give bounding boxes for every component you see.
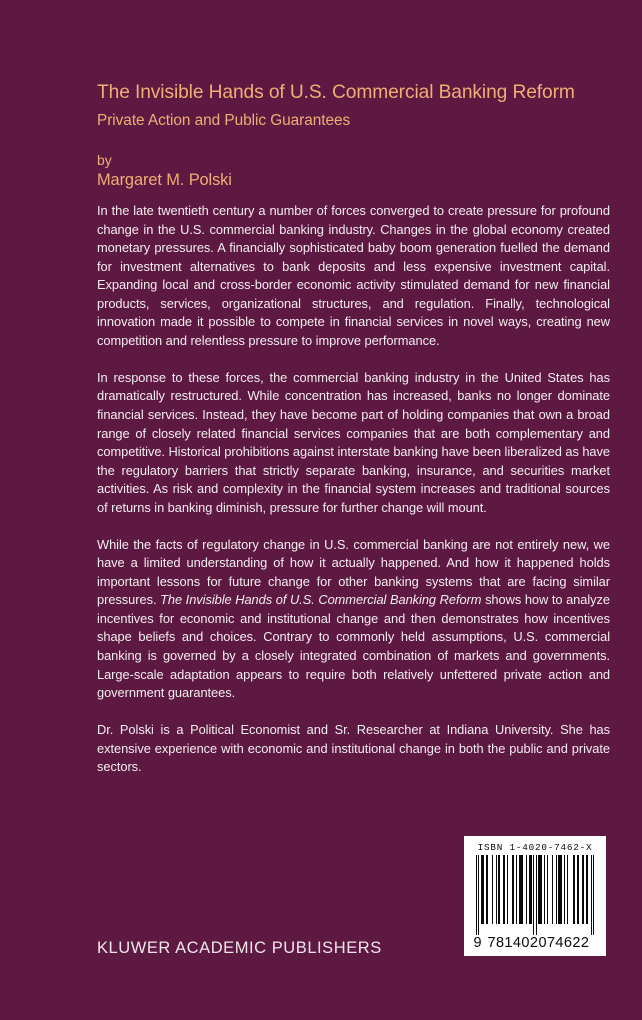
isbn-label: ISBN 1-4020-7462-X xyxy=(477,842,593,853)
by-label: by xyxy=(97,152,112,168)
blurb-paragraph-1: In the late twentieth century a number of forces converged to create pressure for profound change in the U.S. commercial banking industry. Changes in the global economy created monetary pressures. A financially sophisticated baby boom generation fuelled the demand for investment alternatives to bank deposits and less expensive investment capital. Expanding local and cross-border economic activity stimulated demand for new financial products, services, organizational structures, and regulation. Finally, technological innovation made it possible to compete in financial services in novel ways, creating new competition and relentless pressure to improve performance. xyxy=(97,203,610,348)
ean-lead-digit: 9 xyxy=(473,935,482,952)
author-name: Margaret M. Polski xyxy=(97,171,232,189)
title-block xyxy=(97,81,611,131)
blurb-text-block xyxy=(97,202,610,777)
blurb-paragraph-3-tail: shows how to analyze incentives for economic and institutional change and then demonstrates how incentives shape beliefs and choices. Contrary to commonly held assumptions, U.S. commercial banking is governed by a closely integrated combination of markets and governments. Large-scale adaptation appears to require both relatively unfettered private action and government guarantees. xyxy=(97,592,610,701)
barcode-bars-icon xyxy=(476,855,595,934)
author-bio-paragraph: Dr. Polski is a Political Economist and Sr. Researcher at Indiana University. She has extensive experience with economic and institutional change in both the public and private sectors. xyxy=(97,722,610,775)
ean-right-group: 074622 xyxy=(538,935,590,952)
ean-left-group: 781402 xyxy=(487,935,539,952)
cited-book-title: The Invisible Hands of U.S. Commercial Banking Reform xyxy=(160,592,482,608)
isbn-barcode xyxy=(464,836,606,956)
page-title: The Invisible Hands of U.S. Commercial Banking Reform xyxy=(97,82,575,103)
ean-digits xyxy=(474,935,597,951)
book-subtitle: Private Action and Public Guarantees xyxy=(97,112,351,129)
publisher-name: KLUWER ACADEMIC PUBLISHERS xyxy=(97,939,382,957)
blurb-paragraph-3 xyxy=(97,536,610,703)
blurb-paragraph-3-lead: While the facts of regulatory change in U.S. commercial banking are not entirely new, we have a limited understanding of how it actually happened. And how it happened holds important lessons for future change for other banking systems that are facing similar pressures. xyxy=(97,536,610,608)
byline-block xyxy=(97,152,611,191)
blurb-paragraph-2: In response to these forces, the commercial banking industry in the United States has dramatically restructured. While concentration has increased, banks no longer dominate financial services. Instead, they have become part of holding companies that own a broad range of closely related financial services companies that are both complementary and competitive. Historical prohibitions against interstate banking have been liberalized as have the regulatory barriers that strictly separate banking, insurance, and securities market activities. As risk and complexity in the financial system increases and traditional sources of returns in banking diminish, pressure for further change will mount. xyxy=(97,369,610,515)
